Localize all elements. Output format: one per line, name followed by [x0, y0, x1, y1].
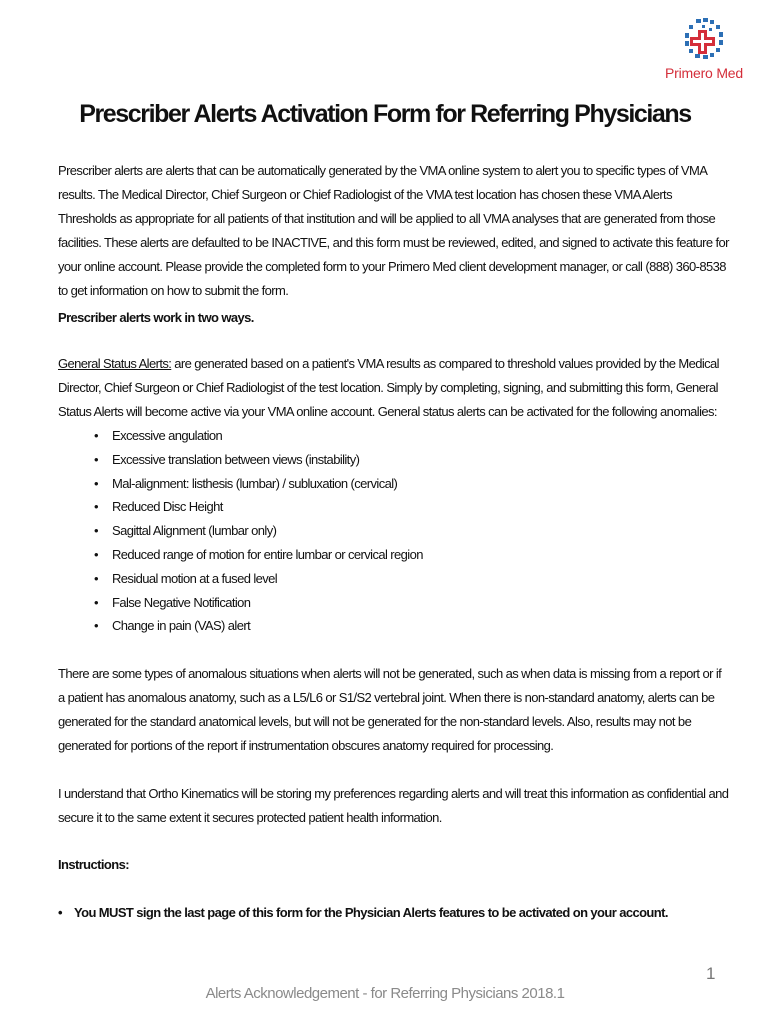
intro-paragraph: Prescriber alerts are alerts that can be automatically generated by the VMA online system to alert you to specific types of VMA results. The Medical Director, Chief Surgeon or Chief Radiologist of the VMA test location has chosen these VMA Alerts Thresholds as appropriate for all patients of that institution and will be applied to all VMA analyses that are generated from those facilities. These alerts are defaulted to be INACTIVE, and this form must be reviewed, edited, and signed to activate this feature for your online account. Please provide the completed form to your Primero Med client development manager, or call (888) 360-8538 to get information on how to submit the form.: [58, 163, 729, 298]
medical-cross-icon: [676, 18, 732, 64]
general-status-label: General Status Alerts:: [58, 356, 172, 371]
general-status-paragraph: [58, 352, 730, 424]
list-item: • Reduced Disc Height: [94, 495, 423, 519]
page-number: 1: [706, 964, 716, 983]
footer-text: Alerts Acknowledgement - for Referring Physicians 2018.1: [205, 985, 565, 1002]
list-item: • Reduced range of motion for entire lumbar or cervical region: [94, 543, 423, 567]
general-status-text: are generated based on a patient's VMA results as compared to threshold values provided by the Medical Director, Chief Surgeon or Chief Radiologist of the test location. Simply by completing, signing, and submitting this form, General Status Alerts will become active via your VMA online account. General status alerts can be activated for the following anomalies:: [58, 356, 719, 419]
bullet-icon: •: [58, 905, 62, 920]
list-item: • False Negative Notification: [94, 591, 423, 615]
brand-name: Primero Med: [665, 65, 743, 81]
understanding-paragraph: I understand that Ortho Kinematics will be storing my preferences regarding alerts and will treat this information as confidential and secure it to the same extent it secures protected patient health information.: [58, 786, 729, 825]
anomalous-situations-paragraph: There are some types of anomalous situations when alerts will not be generated, such as when data is missing from a report or if a patient has anomalous anatomy, such as a L5/L6 or S1/S2 vertebral joint. When there is non-standard anatomy, alerts can be generated for the standard anatomical levels, but will not be generated for the non-standard levels. Also, results may not be generated for portions of the report if instrumentation obscures anatomy required for processing.: [58, 666, 722, 753]
list-item: • Excessive translation between views (instability): [94, 448, 423, 472]
list-item: • Change in pain (VAS) alert: [94, 614, 423, 638]
list-item: • Sagittal Alignment (lumbar only): [94, 519, 423, 543]
instruction-item: [58, 901, 730, 925]
list-item: • Mal-alignment: listhesis (lumbar) / subluxation (cervical): [94, 472, 423, 496]
primero-med-logo: [654, 18, 754, 88]
instructions-heading: Instructions:: [58, 857, 129, 872]
anomalies-list: [94, 424, 423, 638]
instruction-text: You MUST sign the last page of this form for the Physician Alerts features to be activated on your account.: [74, 905, 668, 920]
ways-heading: Prescriber alerts work in two ways.: [58, 310, 254, 325]
list-item: • Excessive angulation: [94, 424, 423, 448]
list-item: • Residual motion at a fused level: [94, 567, 423, 591]
page-title: Prescriber Alerts Activation Form for Referring Physicians: [79, 100, 691, 128]
